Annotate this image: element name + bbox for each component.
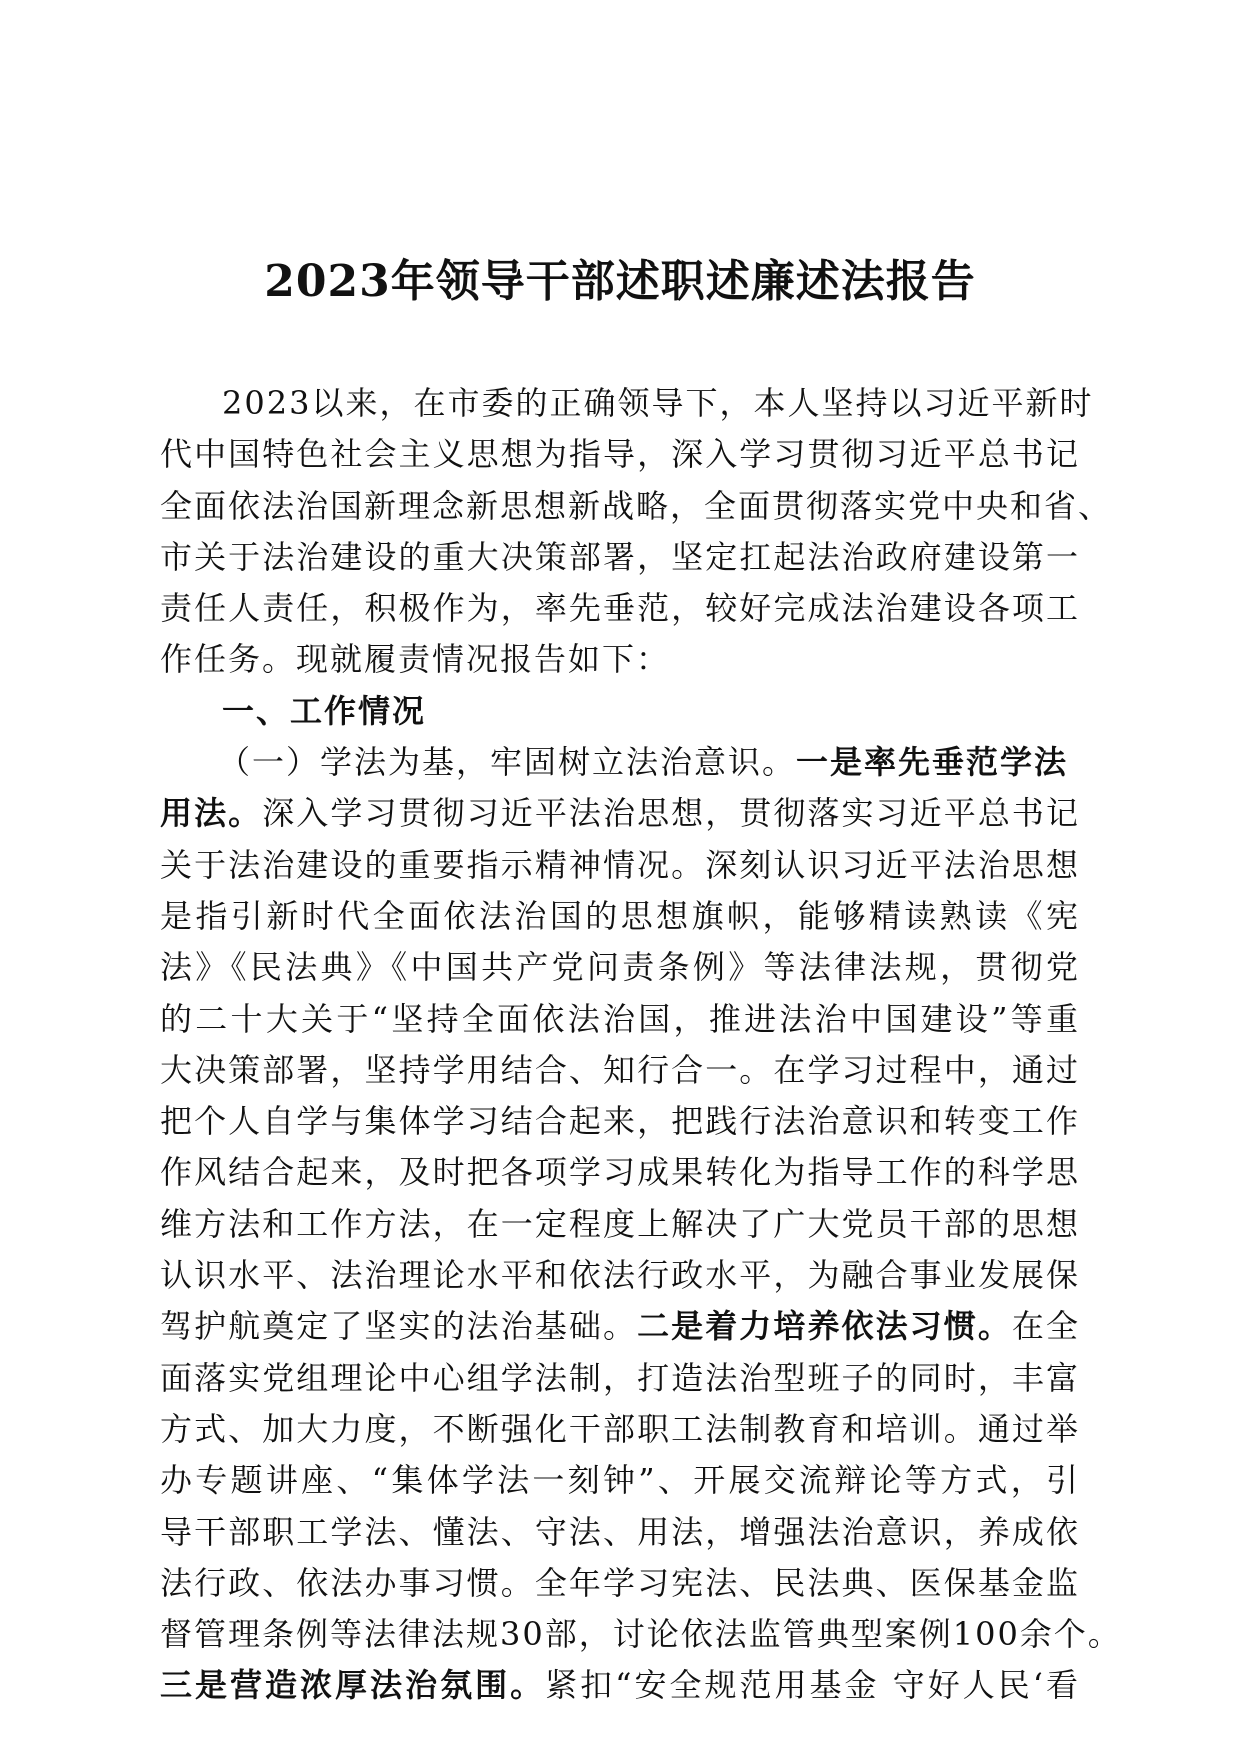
- subsection-heading-1: （一）学法为基，牢固树立法治意识。: [218, 743, 797, 782]
- body-line-19: [160, 1301, 1080, 1352]
- body-line-25: 督管理条例等法律法规30部，讨论依法监管典型案例100余个。: [160, 1615, 1122, 1654]
- body-line-9: [160, 788, 1080, 839]
- body-line-17: 维方法和工作方法，在一定程度上解决了广大党员干部的思想: [160, 1204, 1080, 1243]
- body-line-26: [160, 1660, 1080, 1711]
- body-line-2: 代中国特色社会主义思想为指导，深入学习贯彻习近平总书记: [160, 435, 1080, 474]
- body-line-1: 2023以来，在市委的正确领导下，本人坚持以习近平新时: [222, 384, 1094, 422]
- body-line-13: 的二十大关于“坚持全面依法治国，推进法治中国建设”等重: [160, 999, 1080, 1038]
- point-three-lead: 三是营造浓厚法治氛围。: [160, 1666, 546, 1705]
- body-line-14: 大决策部署，坚持学用结合、知行合一。在学习过程中，通过: [160, 1050, 1080, 1089]
- body-line-10: 关于法治建设的重要指示精神情况。深刻认识习近平法治思想: [160, 845, 1080, 884]
- body-line-4: 市关于法治建设的重大决策部署，坚定扛起法治政府建设第一: [160, 537, 1080, 576]
- body-line-20: 面落实党组理论中心组学法制，打造法治型班子的同时，丰富: [160, 1358, 1080, 1397]
- body-text-segment: 深入学习贯彻习近平法治思想，贯彻落实习近平总书记: [262, 794, 1080, 833]
- body-line-21: 方式、加大力度，不断强化干部职工法制教育和培训。通过举: [160, 1409, 1080, 1448]
- body-line-11: 是指引新时代全面依法治国的思想旗帜，能够精读熟读《宪: [160, 896, 1080, 935]
- point-one-lead: 一是率先垂范学法: [796, 743, 1069, 782]
- body-line-15: 把个人自学与集体学习结合起来，把践行法治意识和转变工作: [160, 1102, 1080, 1141]
- body-line-5: 责任人责任，积极作为，率先垂范，较好完成法治建设各项工: [160, 589, 1080, 628]
- document-body: [160, 378, 1122, 1712]
- body-line-subheading: [160, 737, 1080, 788]
- body-line-16: 作风结合起来，及时把各项学习成果转化为指导工作的科学思: [160, 1153, 1080, 1192]
- body-text-segment: 在全: [1011, 1307, 1080, 1346]
- body-line-23: 导干部职工学法、懂法、守法、用法，增强法治意识，养成依: [160, 1512, 1080, 1551]
- body-line-22: 办专题讲座、“集体学法一刻钟”、开展交流辩论等方式，引: [160, 1461, 1080, 1500]
- body-text-segment: 紧扣“安全规范用基金 守好人民‘看: [545, 1666, 1080, 1705]
- document-title: 2023年领导干部述职述廉述法报告: [264, 256, 976, 307]
- section-heading-work-status: 一、工作情况: [222, 691, 427, 730]
- body-line-12: 法》《民法典》《中国共产党问责条例》等法律法规，贯彻党: [160, 948, 1080, 987]
- point-one-lead-end: 用法。: [160, 794, 263, 833]
- body-line-6: 作任务。现就履责情况报告如下：: [160, 640, 671, 679]
- body-text-segment: 驾护航奠定了坚实的法治基础。: [160, 1307, 638, 1346]
- body-line-18: 认识水平、法治理论水平和依法行政水平，为融合事业发展保: [160, 1256, 1080, 1295]
- body-line-24: 法行政、依法办事习惯。全年学习宪法、民法典、医保基金监: [160, 1563, 1080, 1602]
- body-line-3: 全面依法治国新理念新思想新战略，全面贯彻落实党中央和省、: [160, 486, 1113, 525]
- point-two-lead: 二是着力培养依法习惯。: [637, 1307, 1012, 1346]
